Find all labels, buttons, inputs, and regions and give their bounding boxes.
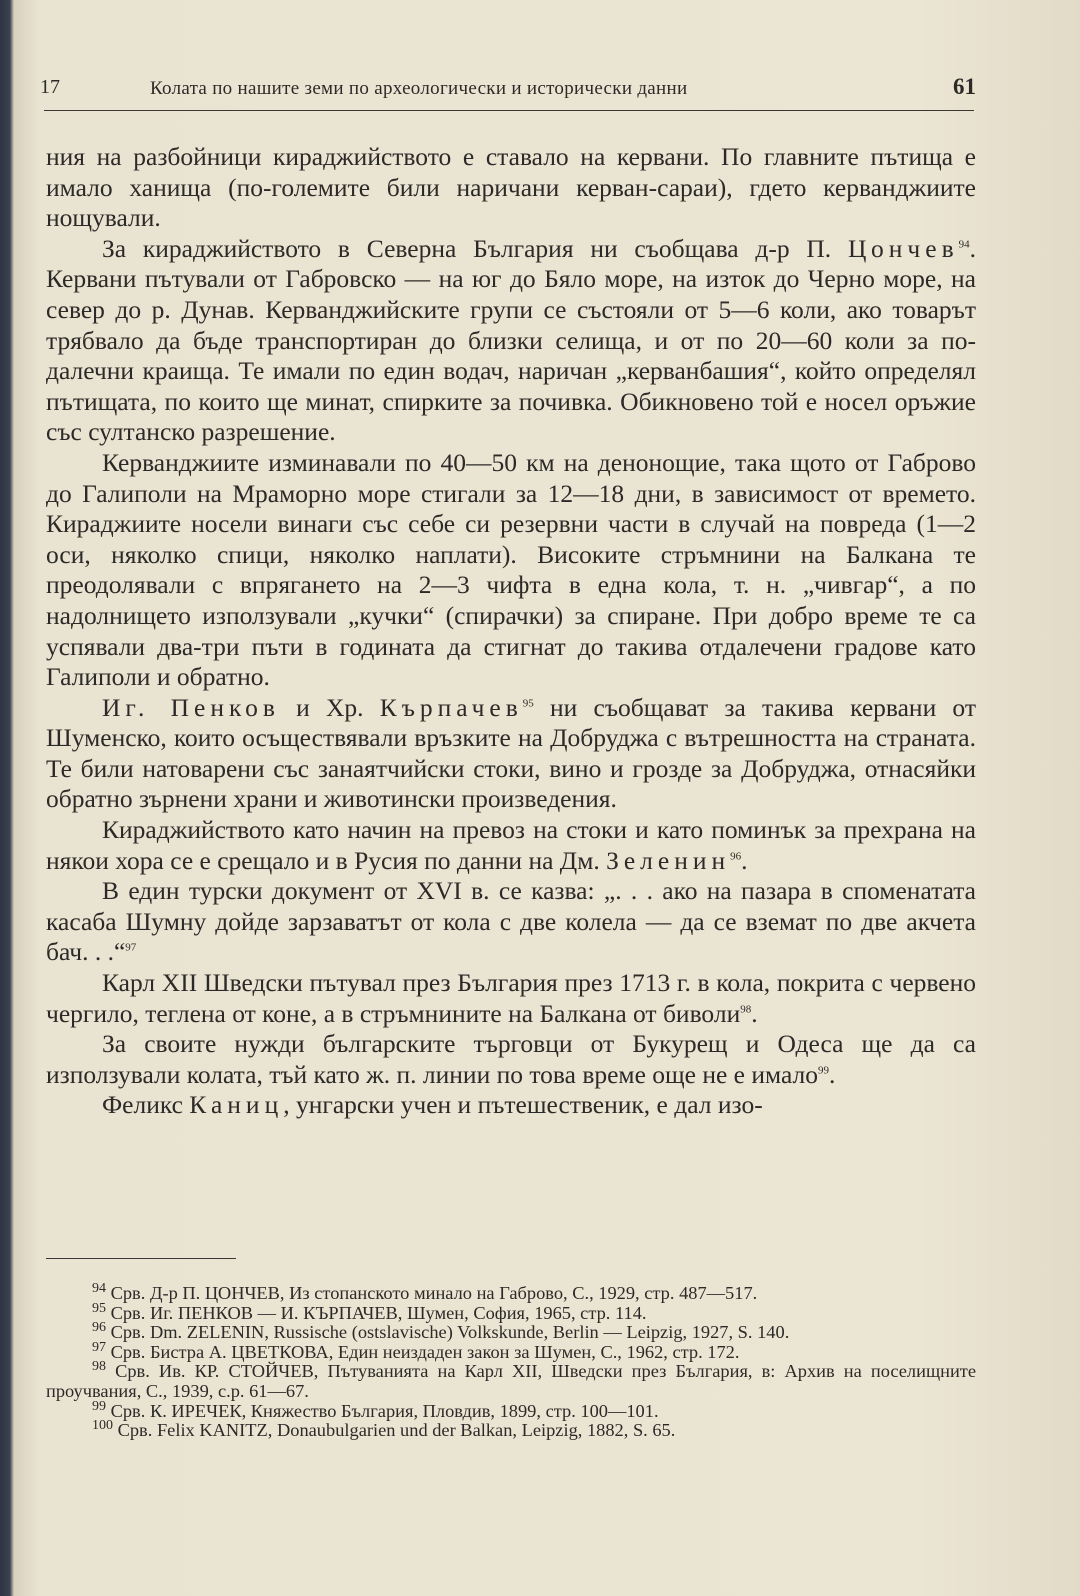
paragraph-8 [46,1029,976,1090]
text-run: За кираджийството в Северна България ни съобщава д-р П. [102,233,848,263]
footnote-number: 96 [92,1320,106,1336]
footnote-96 [46,1320,976,1343]
spaced-name: Каниц [189,1090,284,1120]
footnote-rule [46,1258,236,1259]
footnote-text: Срв. Felix KANITZ, Donaubulgarien und der Balkan, Leipzig, 1882, S. 65. [113,1420,676,1441]
text-run: ния на разбойници кираджийството е ставало на кервани. По главните пътища е имало ханища (по-големите били наричани керван-сараи), гдето керванджиите нощували. [46,142,976,233]
page-header [40,72,980,112]
footnote-text: Срв. Dm. ZELENIN, Russische (ostslavische) Volkskunde, Berlin — Leipzig, 1927, S. 140. [106,1322,790,1343]
folio-left: 17 [40,76,60,98]
footnote-number: 100 [92,1418,113,1434]
spaced-name: Иг. Пенков [102,692,280,722]
running-title: Колата по нашите земи по археологически и исторически данни [150,78,688,99]
footnote-number: 98 [92,1359,106,1375]
spaced-name: Зеленин [606,845,731,875]
text-run: В един турски документ от XVI в. се казва: „. . . ако на пазара в споменатата касаба Шумну дойде зарзаватът от кола с две колела — да се вземат по две акчета бач. . .“ [46,876,976,967]
text-run: . [829,1059,836,1089]
text-run: . Кервани пътували от Габровско — на юг до Бяло море, на изток до Черно море, на север до р. Дунав. Керванджийските групи се състояли от 5—6 коли, ако товарът трябвало да бъде транспортиран до близки селища, и от по 20—60 коли за по-далечни краища. Те имали по един водач, наричан „керванбашия“, който определял пътищата, по които ще минат, спирките за почивка. Обикновено той е носел оръжие със султанско разрешение. [46,233,976,447]
footnote-text: Срв. К. ИРЕЧЕК, Княжество България, Пловдив, 1899, стр. 100—101. [106,1400,659,1421]
paragraph-4 [46,693,976,815]
page-number: 61 [953,74,976,99]
footnote-number: 94 [92,1280,106,1296]
text-run: . [751,998,758,1028]
text-run: Кираджийството като начин на превоз на стоки и като поминък за прехрана на някои хора се е срещало и в Русия по данни на Дм. [46,815,976,875]
footnote-text: Срв. Бистра А. ЦВЕТКОВА, Един неиздаден закон за Шумен, С., 1962, стр. 172. [106,1341,740,1362]
paragraph-1 [46,142,976,234]
header-rule [44,110,974,111]
footnote-ref: 96 [730,850,742,863]
footnote-text: Срв. Ив. КР. СТОЙЧЕВ, Пътуванията на Карл XII, Шведски през България, в: Архив на поселищните проучвания, С., 1939, с.р. 61—67. [46,1361,976,1401]
spaced-name: Кърпачев [379,692,523,722]
text-run: . [741,845,748,875]
footnote-100 [46,1418,976,1441]
footnote-ref: 95 [522,697,534,710]
footnote-text: Срв. Иг. ПЕНКОВ — И. КЪРПАЧЕВ, Шумен, София, 1965, стр. 114. [106,1302,647,1323]
footnotes [46,1280,976,1441]
text-run: Феликс [102,1090,190,1120]
text-run: За своите нужди българските търговци от Букурещ и Одеса ще да са използували колата, тъй като ж. п. линии по това време още не е имало [46,1029,976,1089]
footnote-ref: 98 [740,1003,752,1016]
paragraph-2 [46,234,976,448]
footnote-ref: 97 [125,941,137,954]
paragraph-6 [46,876,976,968]
footnote-number: 99 [92,1398,106,1414]
footnote-ref: 94 [958,238,970,251]
footnote-text: Срв. Д-р П. ЦОНЧЕВ, Из стопанското минало на Габрово, С., 1929, стр. 487—517. [106,1283,758,1303]
paragraph-7 [46,968,976,1029]
footnote-99 [46,1398,976,1422]
footnote-number: 97 [92,1339,106,1355]
text-run: и Хр. [279,692,380,722]
spaced-name: Цончев [847,233,959,263]
paragraph-5 [46,815,976,876]
body-text [46,142,976,1121]
footnote-ref: 99 [818,1064,829,1077]
footnote-97 [46,1339,976,1363]
text-run: Карл XII Шведски пътувал през България през 1713 г. в кола, покрита с червено чергило, теглена от коне, а в стръмнините на Балкана от биволи [46,968,976,1028]
text-run: ни съобщават за такива кервани от Шуменско, които осъществявали връзките на Добруджа с вътрешността на страната. Те били натоварени със занаятчийски стоки, вино и грозде за Добруджа, отнасяйки обратно зърнени храни и животински произведения. [46,692,976,814]
footnote-98 [46,1359,976,1401]
footnote-94 [46,1280,976,1304]
paragraph-3 [46,448,976,693]
footnote-95 [46,1300,976,1324]
footnote-number: 95 [92,1300,106,1316]
paragraph-9 [46,1090,976,1121]
text-run: , унгарски учен и пътешественик, е дал изо- [283,1090,763,1120]
text-run: Керванджиите изминавали по 40—50 км на денонощие, така щото от Габрово до Галиполи на Мраморно море стигали за 12—18 дни, в зависимост от времето. Кираджиите носели винаги със себе си резервни части в случай на повреда (1—2 оси, няколко спици, няколко наплати). Високите стръмнини на Балкана те преодолявали с впрягането на 2—3 чифта в една кола, т. н. „чивгар“, а по надолнището използували „кучки“ (спирачки) за спиране. При добро време те са успявали два-три пъти в годината да стигнат до такива отдалечени градове като Галиполи и обратно. [46,447,976,692]
